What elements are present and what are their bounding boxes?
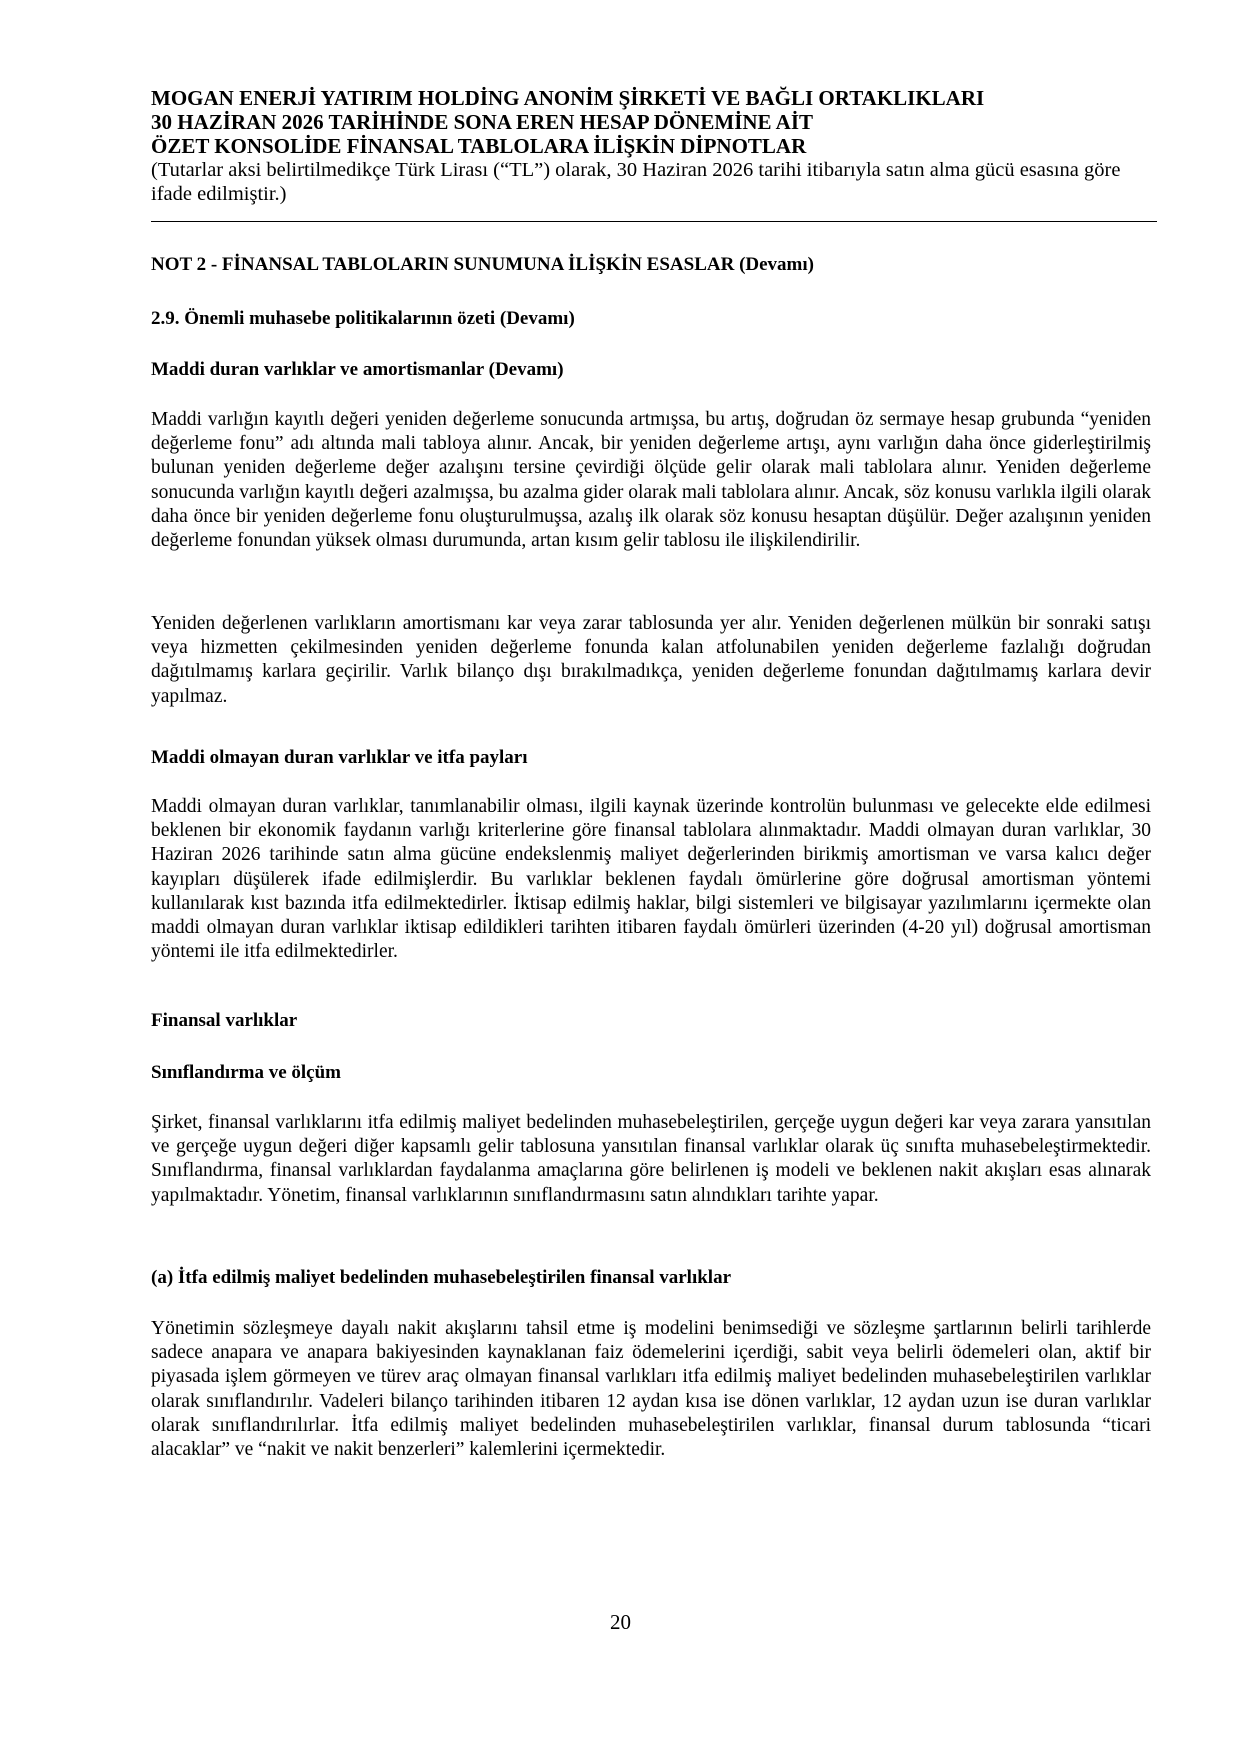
currency-note: (Tutarlar aksi belirtilmedikçe Türk Lirası (“TL”) olarak, 30 Haziran 2026 tarihi itibarıyla satın alma gücü esasına göre ifade edilmiştir.) xyxy=(151,159,1121,205)
heading-intangible-assets: Maddi olmayan duran varlıklar ve itfa payları xyxy=(151,747,528,768)
paragraph-classification: Şirket, finansal varlıklarını itfa edilmiş maliyet bedelinden muhasebeleştirilen, gerçeğe uygun değeri kar veya zarara yansıtılan ve gerçeğe uygun değeri diğer kapsamlı gelir tablosuna yansıtılan finansal varlıklar olarak üç sınıfta muhasebeleştirmektedir. Sınıflandırma, finansal varlıklardan faydalanma amaçlarına göre belirlenen iş modeli ve beklenen nakit akışları esas alınarak yapılmaktadır. Yönetim, finansal varlıklarının sınıflandırmasını satın alındıkları tarihte yapar. xyxy=(151,1112,1151,1206)
header-divider xyxy=(151,221,1157,222)
page-number: 20 xyxy=(610,1610,631,1634)
section-title: NOT 2 - FİNANSAL TABLOLARIN SUNUMUNA İLİŞKİN ESASLAR (Devamı) xyxy=(151,254,814,275)
subsection-title: 2.9. Önemli muhasebe politikalarının özeti (Devamı) xyxy=(151,308,575,329)
document-header xyxy=(151,86,1151,206)
paragraph-revaluation: Maddi varlığın kayıtlı değeri yeniden değerleme sonucunda artmışsa, bu artış, doğrudan öz sermaye hesap grubunda “yeniden değerleme fonu” adı altında mali tabloya alınır. Ancak, bir yeniden değerleme artışı, aynı varlığın daha önce giderleştirilmiş bulunan yeniden değerleme değer azalışını tersine çevirdiği ölçüde gelir olarak mali tablolara alınır. Yeniden değerleme sonucunda varlığın kayıtlı değeri azalmışsa, bu azalma gider olarak mali tablolara alınır. Ancak, söz konusu varlıkla ilgili olarak daha önce bir yeniden değerleme fonu oluşturulmuşsa, azalış ilk olarak söz konusu hesaptan düşülür. Değer azalışının yeniden değerleme fonundan yüksek olması durumunda, artan kısım gelir tablosu ile ilişkilendirilir. xyxy=(151,409,1151,552)
paragraph-amortized-cost: Yönetimin sözleşmeye dayalı nakit akışlarını tahsil etme iş modelini benimsediği ve sözleşme şartlarının belirli tarihlerde sadece anapara ve anapara bakiyesinden kaynaklanan faiz ödemelerini içerdiği, sabit veya belirli ödemeleri olan, aktif bir piyasada işlem görmeyen ve türev araç olmayan finansal varlıkları itfa edilmiş maliyet bedelinden muhasebeleştirilen varlıklar olarak sınıflandırılır. Vadeleri bilanço tarihinden itibaren 12 aydan kısa ise dönen varlıklar, 12 aydan uzun ise duran varlıklar olarak sınıflandırılırlar. İtfa edilmiş maliyet bedelinden muhasebeleştirilen varlıklar, finansal durum tablosunda “ticari alacaklar” ve “nakit ve nakit benzerleri” kalemlerini içermektedir. xyxy=(151,1318,1151,1461)
heading-financial-assets: Finansal varlıklar xyxy=(151,1010,298,1031)
heading-tangible-assets: Maddi duran varlıklar ve amortismanlar (Devamı) xyxy=(151,359,564,380)
period-title: 30 HAZİRAN 2026 TARİHİNDE SONA EREN HESAP DÖNEMİNE AİT xyxy=(151,110,814,134)
heading-classification: Sınıflandırma ve ölçüm xyxy=(151,1062,342,1083)
notes-title: ÖZET KONSOLİDE FİNANSAL TABLOLARA İLİŞKİN DİPNOTLAR xyxy=(151,134,807,158)
paragraph-depreciation: Yeniden değerlenen varlıkların amortismanı kar veya zarar tablosunda yer alır. Yeniden değerlenen mülkün bir sonraki satışı veya hizmetten çekilmesinden yeniden değerleme fonunda kalan atfolunabilen yeniden değerleme fazlalığı doğrudan dağıtılmamış karlara geçirilir. Varlık bilanço dışı bırakılmadıkça, yeniden değerleme fonundan dağıtılmamış karlara devir yapılmaz. xyxy=(151,613,1151,707)
heading-amortized-cost: (a) İtfa edilmiş maliyet bedelinden muhasebeleştirilen finansal varlıklar xyxy=(151,1267,732,1288)
paragraph-intangible: Maddi olmayan duran varlıklar, tanımlanabilir olması, ilgili kaynak üzerinde kontrolün bulunması ve gelecekte elde edilmesi beklenen bir ekonomik faydanın varlığı kriterlerine göre finansal tablolara alınmaktadır. Maddi olmayan duran varlıklar, 30 Haziran 2026 tarihinde satın alma gücüne endekslenmiş maliyet değerlerinden birikmiş amortisman ve varsa kalıcı değer kayıpları düşülerek ifade edilmişlerdir. Bu varlıklar beklenen faydalı ömürlerine göre doğrusal amortisman yöntemi kullanılarak kıst bazında itfa edilmektedirler. İktisap edilmiş haklar, bilgi sistemleri ve bilgisayar yazılımlarını içermekte olan maddi olmayan duran varlıklar iktisap edildikleri tarihten itibaren faydalı ömürleri üzerinden (4-20 yıl) doğrusal amortisman yöntemi ile itfa edilmektedirler. xyxy=(151,796,1151,963)
company-title: MOGAN ENERJİ YATIRIM HOLDİNG ANONİM ŞİRKETİ VE BAĞLI ORTAKLIKLARI xyxy=(151,86,985,110)
